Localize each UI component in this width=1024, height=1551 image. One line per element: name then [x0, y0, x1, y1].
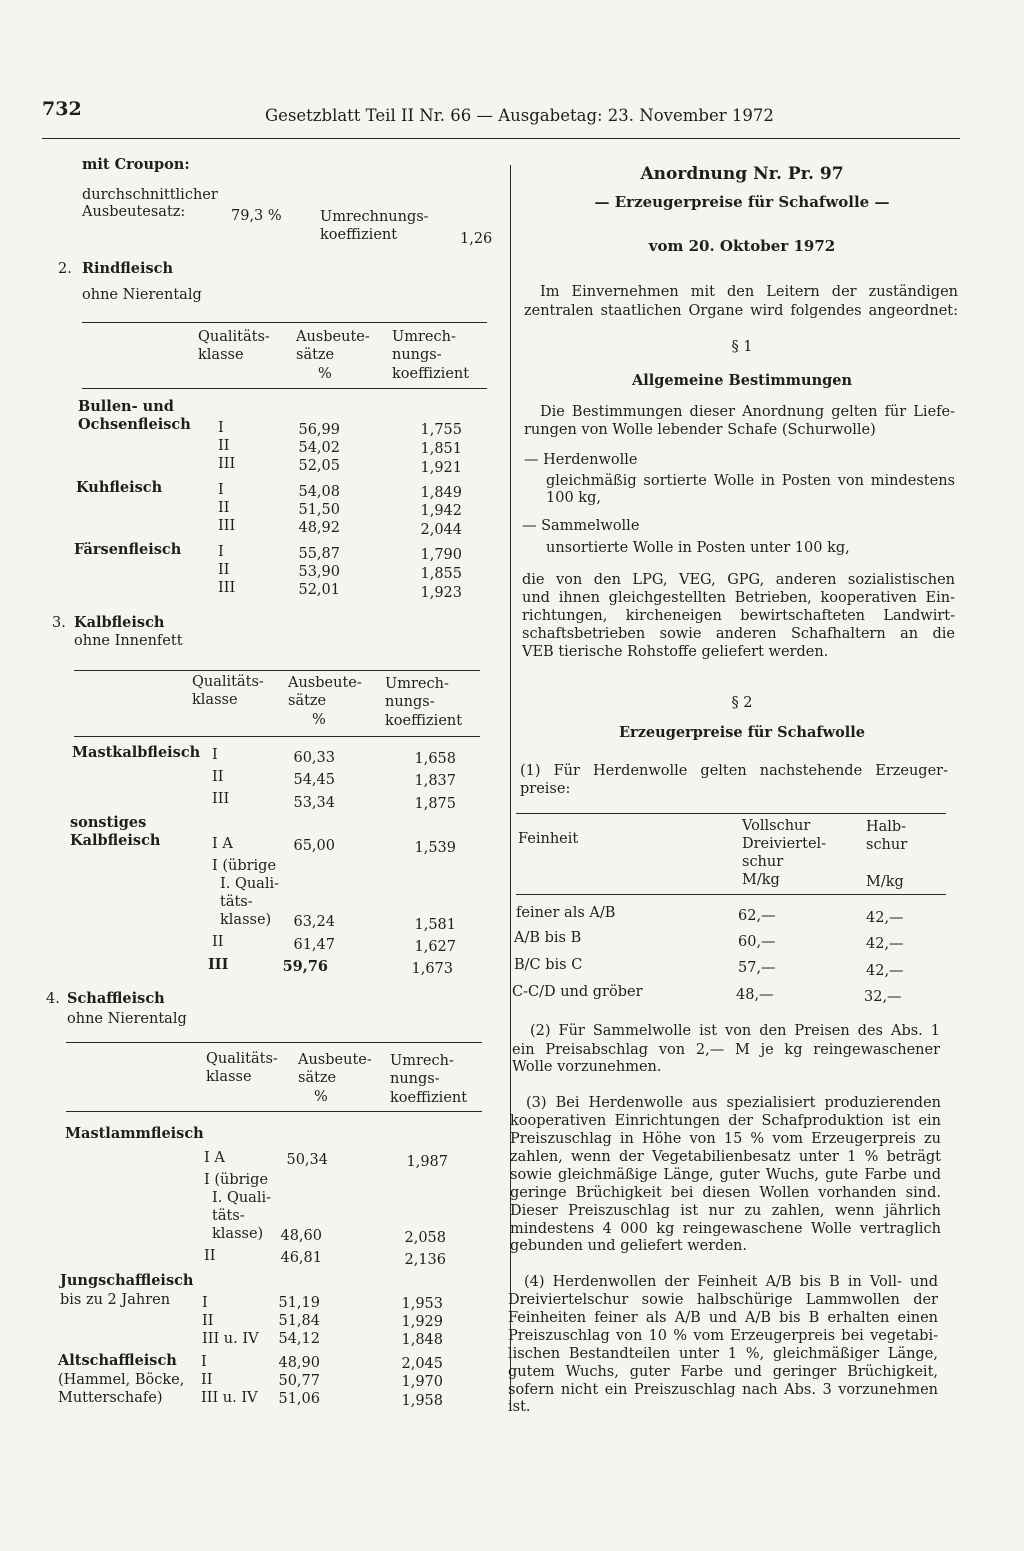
- s2-cell-klasse: I: [218, 544, 224, 560]
- s4-header-ausb-2: sätze: [298, 1070, 337, 1086]
- herdenwolle-title: — Herdenwolle: [524, 452, 638, 468]
- price-row-vollschur: 48,—: [736, 987, 774, 1003]
- price-row-halbschur: 42,—: [866, 963, 904, 979]
- croupon-value: 79,3 %: [231, 208, 282, 224]
- herdenwolle-text: gleichmäßig sortierte Wolle in Posten von mindestens: [546, 473, 955, 489]
- price-header-vollschur: Vollschur: [742, 818, 811, 834]
- s4-cell-klasse: klasse): [212, 1226, 264, 1242]
- s4-cell-ausbeute: 54,12: [278, 1331, 320, 1347]
- s4-cell-ausbeute: 48,90: [278, 1355, 320, 1371]
- s2-cell-koeffizient: 1,755: [420, 422, 462, 438]
- decree-date: vom 20. Oktober 1972: [648, 237, 836, 255]
- paragraph-1-number: § 1: [731, 339, 753, 355]
- s4-cell-koeffizient: 1,970: [401, 1374, 443, 1390]
- s4-header-umr-3: koeffizient: [390, 1090, 468, 1106]
- s2-header-umr-3: koeffizient: [392, 366, 470, 382]
- section-4-title: Schaffleisch: [67, 990, 165, 1007]
- s4-cell-ausbeute: 48,60: [280, 1228, 322, 1244]
- s3-mast-label: Mastkalbfleisch: [72, 744, 201, 761]
- header-rule: [42, 138, 960, 139]
- section-2-table-header-rule: [82, 388, 487, 389]
- s4-cell-klasse: I: [202, 1295, 208, 1311]
- p1-rest-line: schaftsbetrieben sowie anderen Schafhaltern an die: [522, 626, 955, 642]
- price-header-halbschur: schur: [866, 837, 908, 853]
- abs-2-line: Wolle vorzunehmen.: [512, 1059, 662, 1075]
- section-3-title: Kalbfleisch: [74, 614, 165, 631]
- s3-header-ausb-2: sätze: [288, 693, 327, 709]
- p1-rest-line: die von den LPG, VEG, GPG, anderen sozialistischen: [522, 572, 955, 588]
- s2-group-label: Ochsenfleisch: [78, 416, 191, 433]
- s2-cell-klasse: I: [218, 420, 224, 436]
- price-header-feinheit: Feinheit: [518, 831, 579, 847]
- price-header-vollschur: schur: [742, 854, 784, 870]
- abs-3-line: gebunden und geliefert werden.: [510, 1238, 747, 1254]
- s3-cell-klasse: II: [212, 769, 224, 785]
- s2-group-label: Bullen- und: [78, 398, 174, 415]
- croupon-koeff-value: 1,26: [460, 231, 493, 247]
- s2-cell-klasse: III: [218, 518, 236, 534]
- s4-header-ausb-3: %: [314, 1089, 328, 1105]
- s2-cell-koeffizient: 1,851: [420, 441, 462, 457]
- s4-jung-label: bis zu 2 Jahren: [60, 1292, 171, 1308]
- price-header-halbschur: Halb-: [866, 819, 907, 835]
- s4-cell-klasse: I (übrige: [204, 1172, 269, 1188]
- s4-cell-klasse: III u. IV: [202, 1331, 259, 1347]
- section-4-table-top-rule: [66, 1042, 482, 1043]
- s3-cell-koeffizient: 1,581: [414, 917, 456, 933]
- s3-cell-klasse: I: [212, 747, 218, 763]
- s2-group-label: Kuhfleisch: [76, 479, 163, 496]
- p1-text-line: Die Bestimmungen dieser Anordnung gelten für Liefe-: [540, 404, 955, 420]
- s2-cell-ausbeute: 48,92: [298, 520, 340, 536]
- s3-cell-klasse: I. Quali-: [220, 876, 279, 892]
- price-header-halbschur-unit: M/kg: [866, 874, 904, 890]
- s4-cell-klasse: II: [201, 1372, 213, 1388]
- s2-cell-ausbeute: 52,01: [298, 582, 340, 598]
- price-row-vollschur: 57,—: [738, 960, 776, 976]
- s2-cell-klasse: III: [218, 456, 236, 472]
- s2-cell-klasse: I: [218, 482, 224, 498]
- s3-cell-koeffizient: 1,658: [414, 751, 456, 767]
- s4-header-qual-1: Qualitäts-: [206, 1051, 278, 1067]
- s2-cell-ausbeute: 54,08: [298, 484, 340, 500]
- croupon-label-2: Ausbeutesatz:: [82, 204, 186, 220]
- s4-cell-koeffizient: 2,045: [401, 1356, 443, 1372]
- abs-4-line: ist.: [508, 1399, 531, 1415]
- abs-4-line: (4) Herdenwollen der Feinheit A/B bis B in Voll- und: [524, 1274, 938, 1290]
- s3-header-umr-2: nungs-: [385, 694, 435, 710]
- p1-text-line: rungen von Wolle lebender Schafe (Schurwolle): [524, 422, 876, 438]
- section-4-subtitle: ohne Nierentalg: [67, 1011, 187, 1027]
- p1-rest-line: richtungen, kircheneigen bewirtschafteten Landwirt-: [522, 608, 955, 624]
- s3-cell-koeffizient: 1,837: [414, 773, 456, 789]
- abs-3-line: sowie gleichmäßige Länge, guter Wuchs, gute Farbe und: [510, 1167, 941, 1183]
- s4-header-umr-2: nungs-: [390, 1071, 440, 1087]
- s4-cell-ausbeute: 46,81: [280, 1250, 322, 1266]
- s2-header-umr-2: nungs-: [392, 347, 442, 363]
- s4-cell-koeffizient: 1,958: [401, 1393, 443, 1409]
- s4-cell-ausbeute: 50,34: [286, 1152, 328, 1168]
- s3-header-qual-1: Qualitäts-: [192, 674, 264, 690]
- s3-header-umr-3: koeffizient: [385, 713, 463, 729]
- s3-cell-koeffizient: 1,539: [414, 840, 456, 856]
- abs-2-line: ein Preisabschlag von 2,— M je kg reingewaschener: [512, 1042, 940, 1058]
- section-3-table-top-rule: [74, 670, 480, 671]
- s3-cell-klasse: täts-: [220, 894, 253, 910]
- sammelwolle-text: unsortierte Wolle in Posten unter 100 kg,: [546, 540, 850, 556]
- p2-intro-line: preise:: [520, 781, 571, 797]
- s2-cell-klasse: II: [218, 562, 230, 578]
- s2-header-ausb-2: sätze: [296, 347, 335, 363]
- abs-3-line: (3) Bei Herdenwolle aus spezialisiert produzierenden: [526, 1095, 941, 1111]
- s4-header-umr-1: Umrech-: [390, 1053, 454, 1069]
- abs-3-line: kooperativen Einrichtungen der Schafproduktion ist ein: [510, 1113, 941, 1129]
- s2-cell-klasse: III: [218, 580, 236, 596]
- s2-cell-ausbeute: 51,50: [298, 502, 340, 518]
- s4-header-ausb-1: Ausbeute-: [298, 1052, 372, 1068]
- s2-header-qual-1: Qualitäts-: [198, 329, 270, 345]
- price-row-halbschur: 42,—: [866, 910, 904, 926]
- s4-cell-koeffizient: 1,848: [401, 1332, 443, 1348]
- abs-3-line: mindestens 4 000 kg reingewaschene Wolle vertraglich: [510, 1221, 941, 1237]
- price-row-feinheit: feiner als A/B: [516, 905, 616, 921]
- s3-sonst-label: sonstiges: [70, 814, 147, 831]
- s3-cell-ausbeute: 59,76: [282, 958, 328, 975]
- s2-cell-koeffizient: 1,855: [420, 566, 462, 582]
- croupon-label-1: durchschnittlicher: [82, 187, 218, 203]
- s3-cell-klasse: III: [208, 956, 229, 973]
- s2-cell-koeffizient: 1,849: [420, 485, 462, 501]
- p1-rest-line: VEB tierische Rohstoffe geliefert werden.: [522, 644, 829, 660]
- s2-header-ausb-3: %: [318, 366, 332, 382]
- s3-cell-klasse: III: [212, 791, 230, 807]
- s4-cell-koeffizient: 1,953: [401, 1296, 443, 1312]
- s4-cell-klasse: III u. IV: [201, 1390, 258, 1406]
- price-header-vollschur-unit: M/kg: [742, 872, 780, 888]
- sammelwolle-title: — Sammelwolle: [522, 518, 640, 534]
- price-table-top-rule: [516, 813, 946, 814]
- section-2-subtitle: ohne Nierentalg: [82, 287, 202, 303]
- page-header-title: Gesetzblatt Teil II Nr. 66 — Ausgabetag: 23. November 1972: [265, 106, 774, 125]
- s4-alt-label: (Hammel, Böcke,: [58, 1372, 185, 1388]
- s4-cell-koeffizient: 2,058: [404, 1230, 446, 1246]
- s4-cell-koeffizient: 1,929: [401, 1314, 443, 1330]
- s4-cell-ausbeute: 51,84: [278, 1313, 320, 1329]
- croupon-koeff-label-2: koeffizient: [320, 227, 398, 243]
- s2-cell-koeffizient: 1,921: [420, 460, 462, 476]
- croupon-koeff-label-1: Umrechnungs-: [320, 209, 429, 225]
- s2-header-umr-1: Umrech-: [392, 329, 456, 345]
- s3-cell-koeffizient: 1,627: [414, 939, 456, 955]
- section-2-number: 2.: [58, 261, 72, 277]
- s3-header-umr-1: Umrech-: [385, 676, 449, 692]
- s2-cell-klasse: II: [218, 438, 230, 454]
- section-2-table-top-rule: [82, 322, 487, 323]
- s3-cell-koeffizient: 1,673: [411, 961, 453, 977]
- s2-cell-koeffizient: 1,942: [420, 503, 462, 519]
- abs-3-line: zahlen, wenn der Vegetabilienbesatz unter 1 % beträgt: [510, 1149, 941, 1165]
- s2-cell-ausbeute: 53,90: [298, 564, 340, 580]
- abs-4-line: lischen Bestandteilen unter 1 %, gleichmäßiger Länge,: [508, 1346, 938, 1362]
- s3-header-ausb-1: Ausbeute-: [288, 675, 362, 691]
- s2-cell-ausbeute: 55,87: [298, 546, 340, 562]
- abs-3-line: geringe Brüchigkeit bei diesen Wollen vorhanden sind.: [510, 1185, 941, 1201]
- section-4-table-header-rule: [66, 1111, 482, 1112]
- s2-cell-koeffizient: 1,790: [420, 547, 462, 563]
- abs-4-line: Preiszuschlag von 10 % vom Erzeugerpreis bei vegetabi-: [508, 1328, 938, 1344]
- decree-title: Anordnung Nr. Pr. 97: [640, 164, 844, 184]
- s4-cell-ausbeute: 50,77: [278, 1373, 320, 1389]
- price-table-header-rule: [516, 894, 946, 895]
- price-row-feinheit: B/C bis C: [514, 957, 583, 973]
- s4-header-qual-2: klasse: [206, 1069, 252, 1085]
- paragraph-2-title: Erzeugerpreise für Schafwolle: [619, 724, 865, 741]
- s4-cell-klasse: I: [201, 1354, 207, 1370]
- s2-cell-ausbeute: 54,02: [298, 440, 340, 456]
- s3-cell-ausbeute: 53,34: [293, 795, 335, 811]
- s3-cell-ausbeute: 61,47: [293, 937, 335, 953]
- price-row-feinheit: C-C/D und gröber: [512, 984, 643, 1000]
- s3-header-qual-2: klasse: [192, 692, 238, 708]
- decree-subtitle: — Erzeugerpreise für Schafwolle —: [594, 193, 890, 211]
- s4-mast-label: Mastlammfleisch: [65, 1125, 204, 1142]
- p1-rest-line: und ihnen gleichgestellten Betrieben, kooperativen Ein-: [522, 590, 955, 606]
- s3-cell-klasse: I A: [212, 836, 233, 852]
- page-number: 732: [42, 98, 82, 120]
- abs-4-line: gutem Wuchs, guter Farbe und geringer Brüchigkeit,: [508, 1364, 938, 1380]
- price-header-vollschur: Dreiviertel-: [742, 836, 827, 852]
- s2-cell-ausbeute: 52,05: [298, 458, 340, 474]
- s3-header-ausb-3: %: [312, 712, 326, 728]
- s3-cell-ausbeute: 54,45: [293, 772, 335, 788]
- s4-cell-klasse: täts-: [212, 1208, 245, 1224]
- price-row-halbschur: 42,—: [866, 936, 904, 952]
- abs-4-line: Dreiviertelschur sowie halbschürige Lammwollen der: [508, 1292, 938, 1308]
- abs-3-line: Preiszuschlag in Höhe von 15 % vom Erzeugerpreis zu: [510, 1131, 941, 1147]
- section-3-number: 3.: [52, 615, 66, 631]
- s2-cell-ausbeute: 56,99: [298, 422, 340, 438]
- s4-cell-klasse: I. Quali-: [212, 1190, 271, 1206]
- s2-cell-koeffizient: 1,923: [420, 585, 462, 601]
- s2-header-qual-2: klasse: [198, 347, 244, 363]
- section-4-number: 4.: [46, 991, 60, 1007]
- section-3-subtitle: ohne Innenfett: [74, 633, 183, 649]
- s3-cell-klasse: II: [212, 934, 224, 950]
- s4-cell-ausbeute: 51,19: [278, 1295, 320, 1311]
- s4-cell-klasse: II: [202, 1313, 214, 1329]
- price-row-feinheit: A/B bis B: [514, 930, 582, 946]
- paragraph-2-number: § 2: [731, 695, 753, 711]
- s3-cell-klasse: klasse): [220, 912, 272, 928]
- s3-cell-ausbeute: 63,24: [293, 914, 335, 930]
- paragraph-1-title: Allgemeine Bestimmungen: [631, 372, 853, 389]
- s3-sonst-label: Kalbfleisch: [70, 832, 161, 849]
- intro-line: zentralen staatlichen Organe wird folgendes angeordnet:: [524, 303, 958, 319]
- s2-header-ausb-1: Ausbeute-: [296, 329, 370, 345]
- s3-cell-ausbeute: 60,33: [293, 750, 335, 766]
- s4-alt-label: Mutterschafe): [58, 1390, 163, 1406]
- s3-cell-klasse: I (übrige: [212, 858, 277, 874]
- s4-alt-label: Altschaffleisch: [58, 1352, 177, 1369]
- s4-jung-label: Jungschaffleisch: [60, 1272, 194, 1289]
- abs-3-line: Dieser Preiszuschlag ist nur zu zahlen, wenn jährlich: [510, 1203, 941, 1219]
- abs-4-line: Feinheiten feiner als A/B und A/B bis B erhalten einen: [508, 1310, 938, 1326]
- price-row-halbschur: 32,—: [864, 989, 902, 1005]
- herdenwolle-text: 100 kg,: [546, 490, 601, 506]
- s3-cell-koeffizient: 1,875: [414, 796, 456, 812]
- abs-4-line: sofern nicht ein Preiszuschlag nach Abs. 3 vorzunehmen: [508, 1382, 938, 1398]
- s3-cell-ausbeute: 65,00: [293, 838, 335, 854]
- intro-line: Im Einvernehmen mit den Leitern der zuständigen: [540, 284, 958, 300]
- price-row-vollschur: 60,—: [738, 934, 776, 950]
- s2-cell-klasse: II: [218, 500, 230, 516]
- abs-2-line: (2) Für Sammelwolle ist von den Preisen des Abs. 1: [530, 1023, 940, 1039]
- s2-cell-koeffizient: 2,044: [420, 522, 462, 538]
- s4-cell-klasse: I A: [204, 1150, 225, 1166]
- s4-cell-klasse: II: [204, 1248, 216, 1264]
- s4-cell-ausbeute: 51,06: [278, 1391, 320, 1407]
- section-3-table-header-rule: [74, 736, 480, 737]
- s4-cell-koeffizient: 1,987: [406, 1154, 448, 1170]
- p2-intro-line: (1) Für Herdenwolle gelten nachstehende Erzeuger-: [520, 763, 948, 779]
- s2-group-label: Färsenfleisch: [74, 541, 182, 558]
- section-2-title: Rindfleisch: [82, 260, 174, 277]
- s4-cell-koeffizient: 2,136: [404, 1252, 446, 1268]
- croupon-heading: mit Croupon:: [82, 156, 190, 173]
- price-row-vollschur: 62,—: [738, 908, 776, 924]
